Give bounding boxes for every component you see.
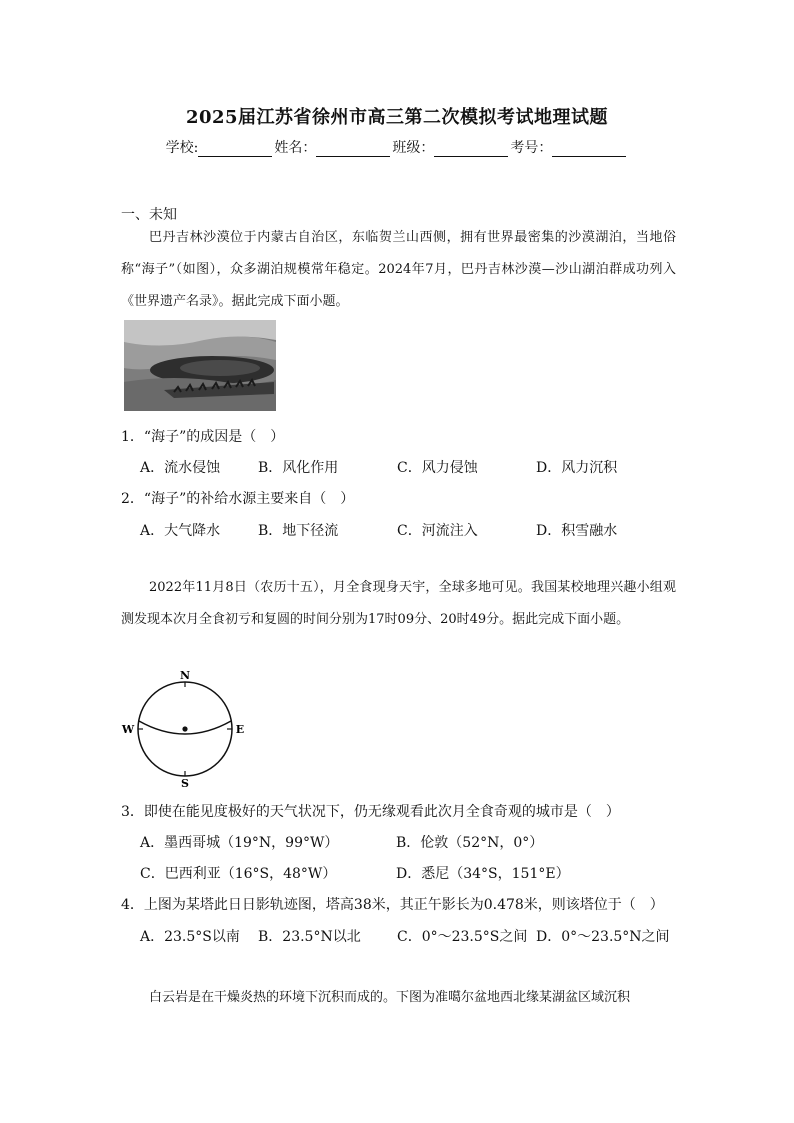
q1-option-d[interactable]: D．风力沉积: [536, 460, 618, 476]
q3-option-b[interactable]: B．伦敦（52°N，0°）: [396, 835, 544, 851]
exam-no-blank: [552, 142, 626, 157]
page-title: 2025届江苏省徐州市高三第二次模拟考试地理试题: [185, 107, 609, 128]
passage-desert-lakes: 巴丹吉林沙漠位于内蒙古自治区，东临贺兰山西侧，拥有世界最密集的沙漠湖泊，当地俗称“海子”（如图），众多湖泊规模常年稳定。2024年7月，巴丹吉林沙漠—沙山湖泊群成功列入《世界遗产名录》。据此完成下面小题。: [121, 230, 676, 309]
shadow-trajectory-svg: [118, 669, 250, 791]
class-label: 班级：: [392, 140, 435, 156]
east-label: E: [235, 723, 245, 736]
question-2-options: [140, 520, 617, 540]
question-1: 1．“海子”的成因是（ ）: [121, 429, 285, 445]
q1-option-c[interactable]: C．风力侵蚀: [397, 460, 478, 476]
question-4: 4．上图为某塔此日日影轨迹图，塔高38米，其正午影长为0.478米，则该塔位于（ ）: [121, 897, 664, 913]
desert-lake-image: [124, 320, 276, 411]
q4-option-a[interactable]: A．23.5°S以南: [140, 929, 240, 945]
q2-option-b[interactable]: B．地下径流: [258, 523, 339, 539]
desert-lake-photo: [124, 320, 276, 411]
question-2: 2．“海子”的补给水源主要来自（ ）: [121, 491, 355, 507]
q2-option-d[interactable]: D．积雪融水: [536, 523, 618, 539]
q2-option-c[interactable]: C．河流注入: [397, 523, 478, 539]
q1-option-b[interactable]: B．风化作用: [258, 460, 339, 476]
name-blank: [316, 142, 390, 157]
student-info-line: [0, 137, 794, 157]
q2-option-a[interactable]: A．大气降水: [140, 523, 221, 539]
q1-option-a[interactable]: A．流水侵蚀: [140, 460, 221, 476]
question-3-options-row2: [140, 863, 570, 883]
north-label: N: [179, 669, 191, 682]
passage-dolomite: 白云岩是在干燥炎热的环境下沉积而成的。下图为准噶尔盆地西北缘某湖盆区域沉积: [149, 990, 631, 1005]
question-1-options: [140, 457, 617, 477]
q4-option-d[interactable]: D．0°～23.5°N之间: [536, 929, 670, 945]
sun-shadow-diagram: [118, 669, 250, 791]
q4-option-b[interactable]: B．23.5°N以北: [258, 929, 361, 945]
name-label: 姓名：: [274, 140, 317, 156]
question-4-options: [140, 926, 670, 946]
q3-option-c[interactable]: C．巴西利亚（16°S，48°W）: [140, 866, 337, 882]
south-label: S: [181, 777, 189, 790]
question-3-options-row1: [140, 832, 543, 852]
section-title: 一、未知: [121, 207, 177, 223]
school-label: 学校:: [165, 140, 199, 156]
q4-option-c[interactable]: C．0°～23.5°S之间: [397, 929, 528, 945]
class-blank: [434, 142, 508, 157]
q3-option-d[interactable]: D．悉尼（34°S，151°E）: [396, 866, 570, 882]
passage-lunar-eclipse: 2022年11月8日（农历十五），月全食现身天宇，全球多地可见。我国某校地理兴趣小组观测发现本次月全食初亏和复圆的时间分别为17时09分、20时49分。据此完成下面小题。: [121, 580, 676, 627]
exam-no-label: 考号：: [510, 140, 553, 156]
west-label: W: [121, 723, 135, 736]
question-3: 3．即使在能见度极好的天气状况下，仍无缘观看此次月全食奇观的城市是（ ）: [121, 804, 620, 820]
q3-option-a[interactable]: A．墨西哥城（19°N，99°W）: [140, 835, 339, 851]
school-blank: [198, 142, 272, 157]
